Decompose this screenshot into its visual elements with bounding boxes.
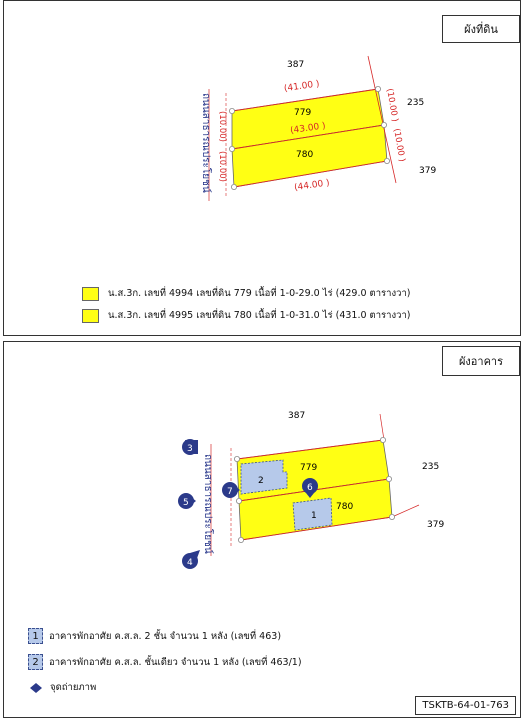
land-map-panel — [3, 0, 521, 336]
neighbor-top-label: 387 — [288, 411, 306, 421]
photo-point-5-label: 5 — [183, 498, 189, 508]
building-map-title: ผังอาคาร — [442, 346, 520, 376]
plot-780-label: 780 — [336, 502, 354, 512]
legend-swatch-yellow — [82, 287, 99, 301]
photo-marker-icon — [28, 682, 44, 694]
photo-point-6-label: 6 — [307, 483, 313, 493]
neighbor-top-label: 387 — [287, 60, 305, 70]
dim-top: (41.00 ) — [283, 79, 321, 95]
plot-779-label: 779 — [294, 108, 312, 118]
photo-point-4-label: 4 — [187, 558, 193, 568]
building-legend-text-3: จุดถ่ายภาพ — [50, 682, 97, 693]
land-legend-row-1 — [82, 286, 411, 301]
building-legend-text-1: อาคารพักอาศัย ค.ส.ล. 2 ชั้น จำนวน 1 หลัง (เลขที่ 463) — [49, 630, 282, 642]
legend-swatch-yellow — [82, 309, 99, 323]
photo-point-7-label: 7 — [227, 487, 233, 497]
neighbor-right-upper-label: 235 — [407, 98, 425, 108]
road-label: ถนนสาธารณประโยชน์ — [202, 454, 213, 554]
land-map-title: ผังที่ดิน — [442, 15, 520, 43]
neighbor-right-upper-label: 235 — [422, 462, 440, 472]
building-legend-row-1 — [28, 628, 281, 644]
land-legend-text-2: น.ส.3ก. เลขที่ 4995 เลขที่ดิน 780 เนื้อที่ 1-0-31.0 ไร่ (431.0 ตารางวา) — [108, 310, 411, 321]
photo-point-4[interactable] — [182, 550, 200, 569]
building-legend-text-2: อาคารพักอาศัย ค.ส.ล. ชั้นเดียว จำนวน 1 หลัง (เลขที่ 463/1) — [49, 656, 302, 668]
legend-building-swatch: 1 — [28, 628, 43, 644]
dim-right-lower: (10.00 ) — [391, 127, 407, 163]
neighbor-right-lower-label: 379 — [419, 166, 437, 176]
dim-left-upper: (10.00) — [217, 111, 227, 142]
dim-bottom: (44.00 ) — [293, 178, 331, 194]
photo-point-7[interactable] — [222, 482, 240, 498]
land-legend-row-2 — [82, 308, 411, 323]
plot-780-label: 780 — [296, 150, 314, 160]
photo-point-3-label: 3 — [187, 444, 193, 454]
dim-right-upper: (10.00 ) — [384, 87, 400, 123]
legend-building-swatch: 2 — [28, 654, 43, 670]
building-legend-row-3 — [28, 680, 96, 695]
photo-point-3[interactable] — [182, 439, 198, 455]
document-code: TSKTB-64-01-763 — [415, 696, 516, 715]
road-label: ถนนสาธารณประโยชน์ — [200, 93, 211, 193]
neighbor-right-lower-label: 379 — [427, 520, 445, 530]
building-map-panel — [3, 341, 521, 718]
building-2-label: 2 — [258, 476, 264, 486]
dim-left-lower: (10.00) — [217, 151, 227, 182]
photo-point-5[interactable] — [178, 493, 196, 509]
dim-middle: (43.00 ) — [289, 121, 327, 137]
building-1-label: 1 — [311, 511, 317, 521]
land-legend-text-1: น.ส.3ก. เลขที่ 4994 เลขที่ดิน 779 เนื้อที่ 1-0-29.0 ไร่ (429.0 ตารางวา) — [108, 288, 411, 299]
building-2 — [241, 460, 287, 494]
building-legend-row-2 — [28, 654, 302, 670]
plot-779-label: 779 — [300, 463, 318, 473]
land-map-drawing — [4, 1, 520, 335]
